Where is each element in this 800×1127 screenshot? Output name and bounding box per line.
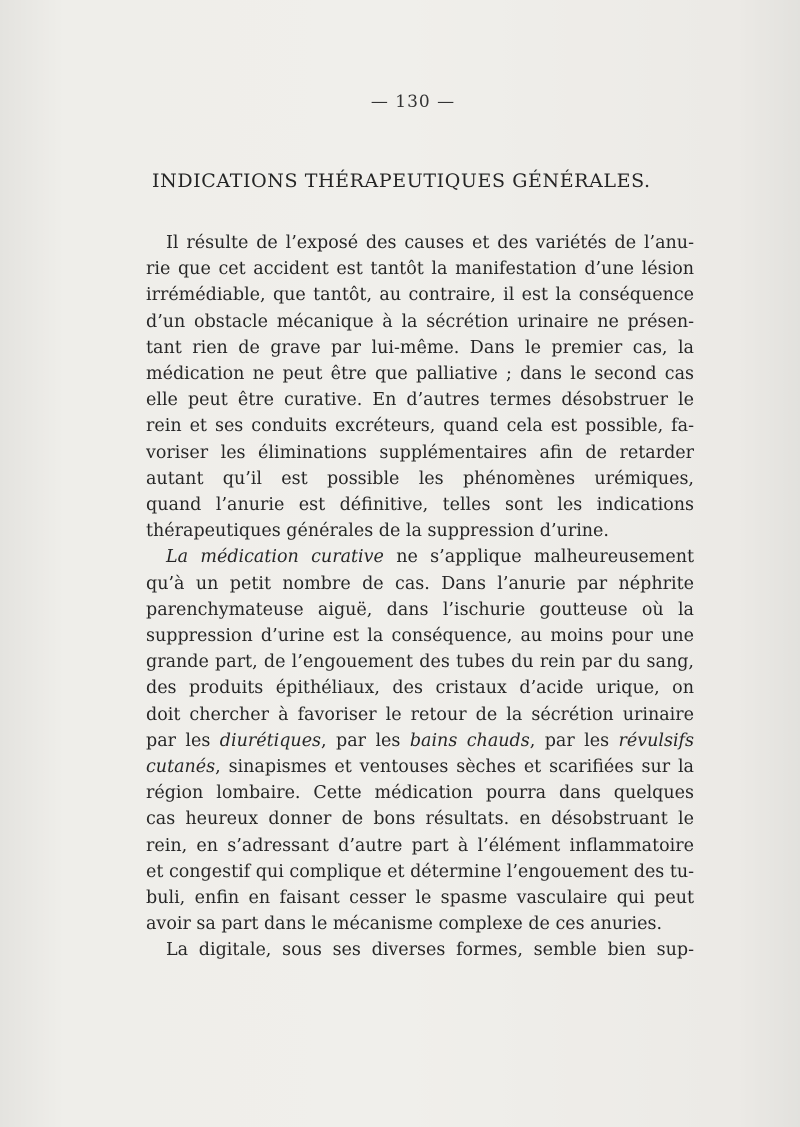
text-line: thérapeutiques générales de la suppression d’urine.: [146, 521, 609, 542]
text-line: région lombaire. Cette médication pourra dans quelques: [146, 783, 694, 804]
section-heading: INDICATIONS THÉRAPEUTIQUES GÉNÉRALES.: [152, 170, 651, 192]
text-line: qu’à un petit nombre de cas. Dans l’anurie par néphrite: [146, 573, 694, 594]
italic-phrase: révulsifs: [618, 730, 695, 751]
text-line: Il résulte de l’exposé des causes et des variétés de l’anu-: [166, 233, 694, 253]
italic-phrase: cutanés: [146, 757, 216, 778]
text-line: médication ne peut être que palliative ; dans le second cas: [146, 364, 694, 385]
page-number: — 130 —: [370, 92, 456, 112]
text-line: [146, 728, 694, 754]
text-line: [146, 544, 694, 570]
text-line: rein et ses conduits excréteurs, quand cela est possible, fa-: [146, 416, 694, 437]
text-line: tant rien de grave par lui-même. Dans le premier cas, la: [146, 337, 694, 358]
text-line: autant qu’il est possible les phénomènes urémiques,: [146, 468, 694, 489]
text-run: , par les: [529, 730, 619, 751]
text-run: , sinapismes et ventouses sèches et scarifiées sur la: [215, 757, 694, 778]
body-text: [146, 230, 694, 964]
text-line: parenchymateuse aiguë, dans l’ischurie goutteuse où la: [146, 599, 694, 620]
italic-phrase: La médication curative: [166, 547, 384, 568]
text-line: des produits épithéliaux, des cristaux d’acide urique, on: [146, 678, 694, 699]
text-line: [146, 754, 694, 780]
text-line: irrémédiable, que tantôt, au contraire, il est la conséquence: [146, 285, 694, 306]
text-line: rein, en s’adressant d’autre part à l’élément inflammatoire: [146, 835, 694, 856]
text-line: voriser les éliminations supplémentaires afin de retarder: [146, 442, 694, 463]
text-line: et congestif qui complique et détermine l’engouement des tu-: [146, 861, 695, 882]
text-line: elle peut être curative. En d’autres termes désobstruer le: [146, 390, 694, 411]
text-line: doit chercher à favoriser le retour de la sécrétion urinaire: [146, 704, 694, 725]
italic-phrase: diurétiques: [219, 730, 322, 751]
text-run: par les: [146, 730, 220, 751]
text-line: La digitale, sous ses diverses formes, semble bien sup-: [166, 940, 694, 961]
text-line: cas heureux donner de bons résultats. en désobstruant le: [146, 809, 694, 830]
text-line: quand l’anurie est définitive, telles sont les indications: [146, 495, 694, 516]
text-line: avoir sa part dans le mécanisme complexe de ces anuries.: [146, 914, 663, 935]
text-run: , par les: [321, 730, 410, 751]
text-run: ne s’applique malheureusement: [383, 547, 694, 568]
text-line: suppression d’urine est la conséquence, au moins pour une: [146, 626, 694, 647]
italic-phrase: bains chauds: [409, 730, 530, 751]
text-line: grande part, de l’engouement des tubes du rein par du sang,: [146, 652, 694, 673]
text-line: rie que cet accident est tantôt la manifestation d’une lésion: [146, 259, 694, 280]
text-line: d’un obstacle mécanique à la sécrétion urinaire ne présen-: [146, 311, 694, 332]
text-line: buli, enfin en faisant cesser le spasme vasculaire qui peut: [146, 888, 694, 909]
